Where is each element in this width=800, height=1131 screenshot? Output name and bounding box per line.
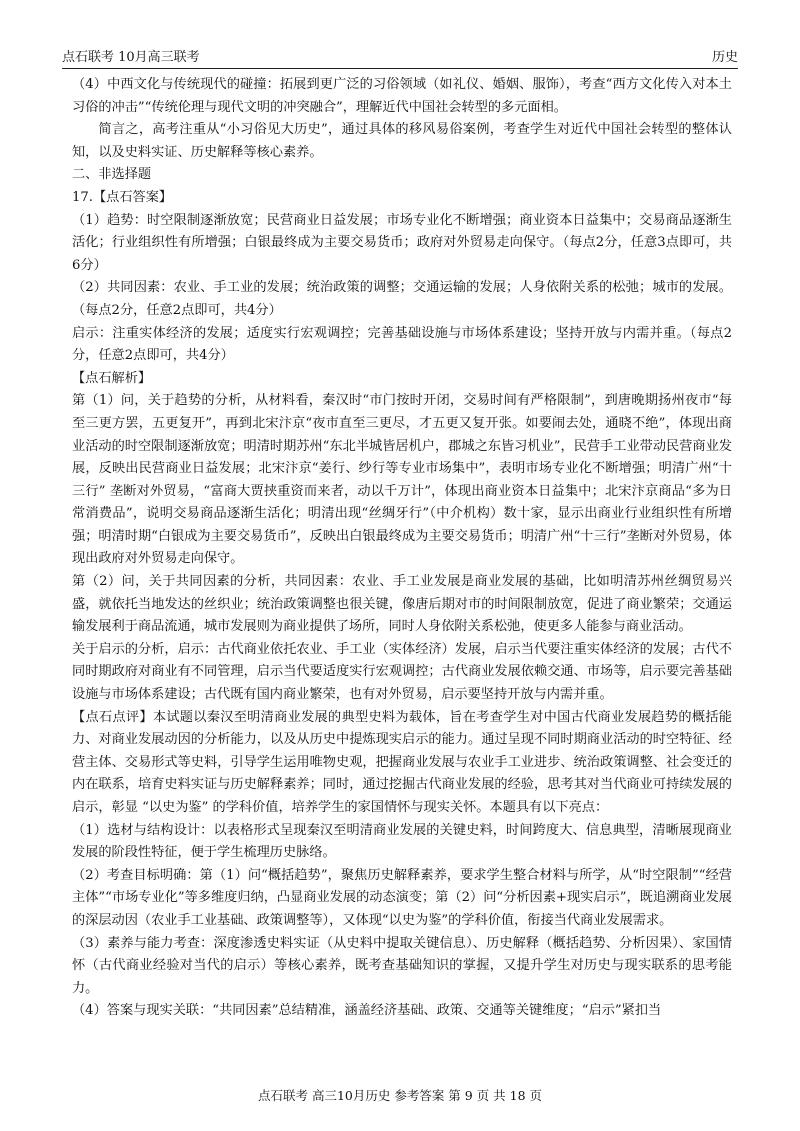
paragraph: （1）选材与结构设计：以表格形式呈现秦汉至明清商业发展的关键史料，时间跨度大、信息典型，清晰展现商业发展的阶段性特征，便于学生梳理历史脉络。 [72,822,732,861]
paragraph: 关于启示的分析，启示：古代商业依托农业、手工业（实体经济）发展，启示当代要注重实体经济的发展；古代不同时期政府对商业有不同管理，启示当代要适度实行宏观调控；古代商业发展依赖交通、市场等，启示要完善基础设施与市场体系建设；古代既有国内商业繁荣，也有对外贸易，启示要坚持开放与内需并重。 [72,641,732,703]
page-header [62,46,738,69]
paragraph: 第（2）问，关于共同因素的分析，共同因素：农业、手工业发展是商业发展的基础，比如明清苏州丝绸贸易兴盛，就依托当地发达的丝织业；统治政策调整也很关键，像唐后期对市的时间限制放宽，促进了商业繁荣；交通运输发展利于商品流通，城市发展则为商业提供了场所，同时人身依附关系松弛，使更多人能参与商业活动。 [72,574,732,635]
paragraph: （3）素养与能力考查：深度渗透史料实证（从史料中提取关键信息）、历史解释（概括趋势、分析因果）、家国情怀（古代商业经验对当代的启示）等核心素养，既考查基础知识的掌握，又提升学生对历史与现实联系的思考能力。 [72,935,732,996]
document-body [72,74,732,1023]
question-answer-heading: 17.【点石答案】 [72,189,173,205]
paragraph: 第（1）问，关于趋势的分析，从材料看，秦汉时“市门按时开闭，交易时间有严格限制”，到唐晚期扬州夜市“每至三更方罢，五更复开”，再到北宋汴京“夜市直至三更尽，才五更又复开张。如要闹去处，通晓不绝”，体现出商业活动的时空限制逐渐放宽；明清时期苏州“东北半城皆居机户，郡城之东皆习机业”，民营手工业带动民营商业发展，反映出民营商业日益发展；北宋汴京“姜行、纱行等专业市场集中”，表明市场专业化不断增强；明清广州“十三行” 垄断对外贸易，“富商大贾挟重资而来者，动以千万计”，体现出商业资本日益集中；北宋汴京商品“多为日常消费品”，说明交易商品逐渐生活化；明清出现“丝绸牙行”（中介机构）数十家，显示出商业行业组织性有所增强；明清时期“白银成为主要交易货币”，反映出白银最终成为主要交易货币；明清广州“十三行”垄断对外贸易，体现出政府对外贸易走向保守。 [72,393,732,567]
paragraph: （4）答案与现实关联：“共同因素”总结精准，涵盖经济基础、政策、交通等关键维度；“启示”紧扣当 [72,1003,662,1019]
paragraph: 启示：注重实体经济的发展；适度实行宏观调控；完善基础设施与市场体系建设；坚持开放与内需并重。（每点2分，任意2点即可，共4分） [72,325,732,364]
paragraph: 简言之，高考注重从“小习俗见大历史”，通过具体的移风易俗案例，考查学生对近代中国社会转型的整体认知，以及史料实证、历史解释等核心素养。 [72,122,732,160]
analysis-heading: 【点石解析】 [72,370,152,386]
commentary-paragraph: 【点石点评】本试题以秦汉至明清商业发展的典型史料为载体，旨在考查学生对中国古代商业发展趋势的概括能力、对商业发展动因的分析能力，以及从历史中提炼现实启示的能力。通过呈现不同时期商业活动的时空特征、经营主体、交易形式等史料，引导学生运用唯物史观，把握商业发展与农业手工业进步、统治政策调整、社会变迁的内在联系，培育史料实证与历史解释素养；同时，通过挖掘古代商业发展的经验，思考其对当代商业可持续发展的启示，彰显 “以史为鉴” 的学科价值，培养学生的家国情怀与现实关怀。本题具有以下亮点： [72,709,732,815]
section-heading: 二、非选择题 [72,167,152,183]
page-footer: 点石联考 高三10月历史 参考答案 第 9 页 共 18 页 [257,1088,543,1103]
paragraph: （2）共同因素：农业、手工业的发展；统治政策的调整；交通运输的发展；人身依附关系的松弛；城市的发展。（每点2分，任意2点即可，共4分） [72,280,732,318]
paragraph: （2）考查目标明确：第（1）问“概括趋势”，聚焦历史解释素养，要求学生整合材料与所学，从“时空限制”“经营主体”“市场专业化”等多维度归纳，凸显商业发展的动态演变；第（2）问“分析因素+现实启示”，既追溯商业发展的深层动因（农业手工业基础、政策调整等），又体现“以史为鉴”的学科价值，衔接当代商业发展需求。 [72,867,732,928]
header-subject: 历史 [711,50,738,65]
paragraph: （1）趋势：时空限制逐渐放宽；民营商业日益发展；市场专业化不断增强；商业资本日益集中；交易商品逐渐生活化；行业组织性有所增强；白银最终成为主要交易货币；政府对外贸易走向保守。（每点2分，任意3点即可，共6分） [72,212,732,273]
header-left-title: 点石联考 10月高三联考 [62,50,200,65]
paragraph: （4）中西文化与传统现代的碰撞：拓展到更广泛的习俗领域（如礼仪、婚姻、服饰），考查“西方文化传入对本土习俗的冲击”“传统伦理与现代文明的冲突融合”，理解近代中国社会转型的多元面相。 [72,77,732,115]
